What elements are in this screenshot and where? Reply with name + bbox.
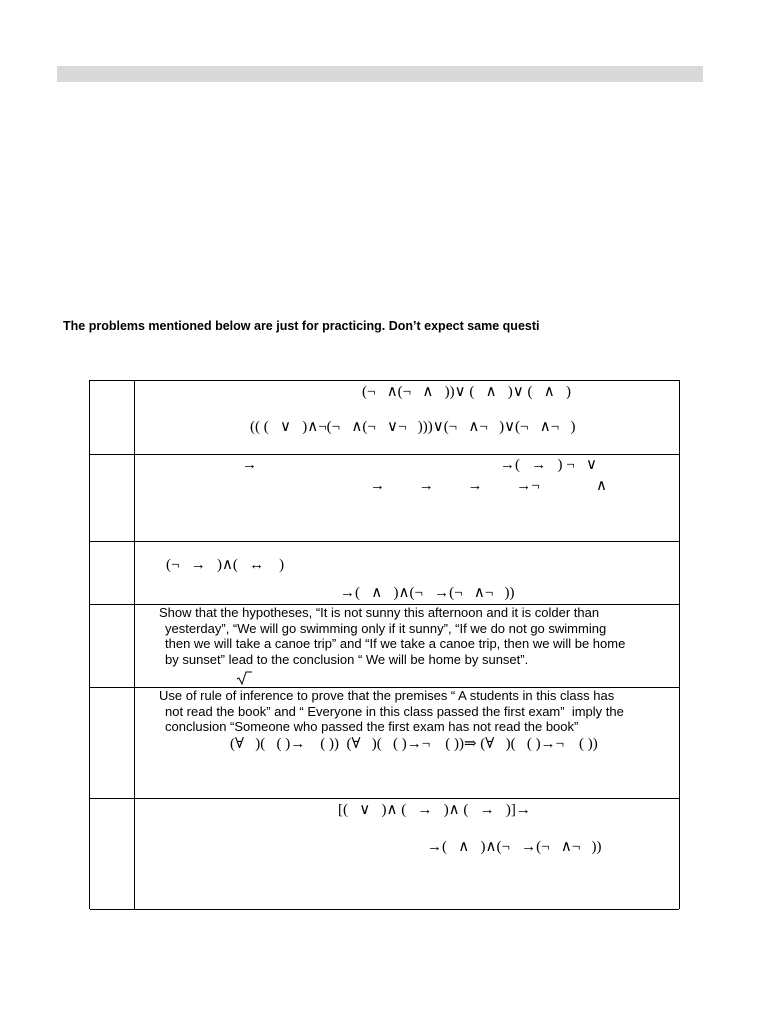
header-bar [57,66,703,82]
formula: (¬ → )∧( ↔ ) [166,557,285,573]
formula: (¬ ∧(¬ ∧ ))∨ ( ∧ )∨ ( ∧ ) [362,384,572,400]
formula: →( ∧ )∧(¬ →(¬ ∧¬ )) [427,839,602,855]
problem-number-cell [90,381,135,454]
formula: →( → ) ¬ ∨ [500,457,597,473]
problem-row-5 [90,688,679,799]
problem-text-line: then we will take a canoe trip” and “If we take a canoe trip, then we will be home [165,636,626,651]
formula: → → → →¬ ∧ [370,478,607,494]
problem-text-line: not read the book” and “ Everyone in this class passed the first exam” imply the [165,703,624,719]
problem-text-line: by sunset” lead to the conclusion “ We will be home by sunset”. [165,651,529,667]
problem-number-cell [90,605,135,687]
problem-number-cell [90,688,135,798]
formula: → [242,457,257,473]
problem-number-cell [90,542,135,604]
formula: →( ∧ )∧(¬ →(¬ ∧¬ )) [340,585,515,601]
problems-table [89,380,680,909]
problem-row-6 [90,799,679,910]
square-root-symbol [236,671,252,685]
problem-text-line: Use of rule of inference to prove that the premises “ A students in this class has [159,688,615,703]
problem-number-cell [90,799,135,909]
formula: (∀ )( ( )→ ( )) (∀ )( ( )→¬ ( ))⇒ (∀ )( ( )→¬ ( )) [230,736,598,752]
formula: [( ∨ )∧ ( → )∧ ( → )]→ [338,802,531,818]
problem-row-4 [90,605,679,688]
problem-number-cell [90,455,135,541]
intro-text: The problems mentioned below are just for practicing. Don’t expect same questi [63,319,540,333]
problem-row-3 [90,542,679,605]
problem-text-line: Show that the hypotheses, “It is not sunny this afternoon and it is colder than [159,605,600,620]
problem-text-line: yesterday”, “We will go swimming only if it sunny”, “If we do not go swimming [165,620,607,636]
formula: (( ( ∨ )∧¬(¬ ∧(¬ ∨¬ )))∨(¬ ∧¬ )∨(¬ ∧¬ ) [250,419,576,435]
problem-row-2 [90,455,679,542]
problem-row-1 [90,381,679,455]
problem-text-line: conclusion “Someone who passed the first exam has not read the book” [165,719,579,734]
